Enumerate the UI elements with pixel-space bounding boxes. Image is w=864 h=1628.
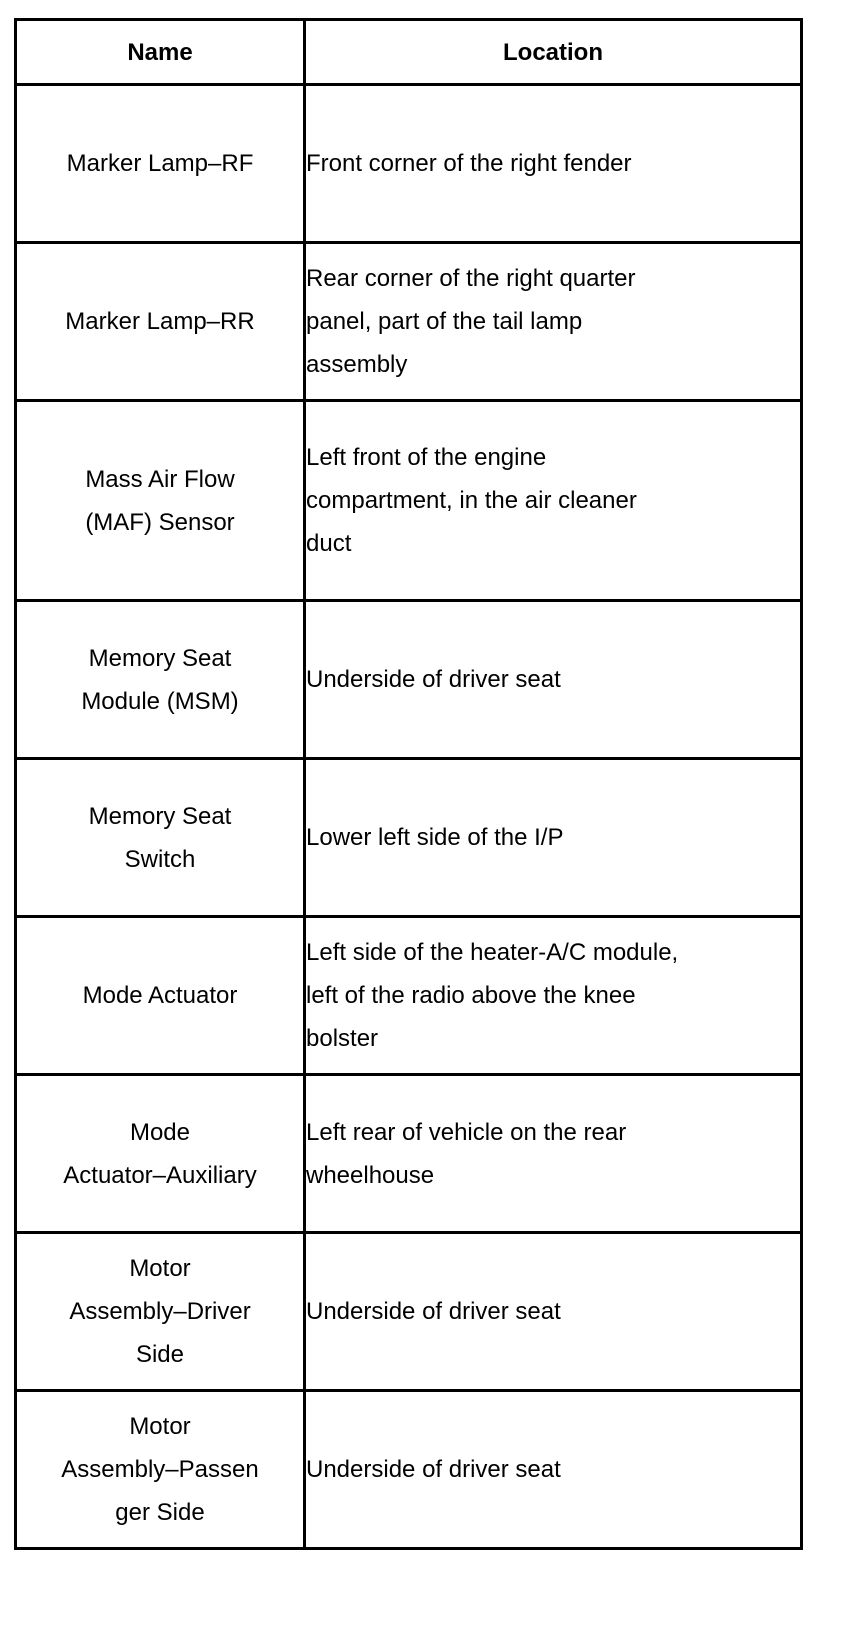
name-line: ger Side: [115, 1499, 205, 1526]
location-line: Left side of the heater-A/C module,: [306, 939, 679, 966]
cell-name: [16, 759, 305, 917]
table-row: [16, 1233, 802, 1391]
table-row: [16, 1391, 802, 1549]
name-line: (MAF) Sensor: [85, 508, 235, 536]
location-line: Underside of driver seat: [306, 1298, 561, 1325]
location-line: Underside of driver seat: [306, 1456, 561, 1483]
name-line: Switch: [124, 845, 196, 873]
location-line: Lower left side of the I/P: [306, 824, 564, 851]
cell-name: [16, 243, 305, 401]
cell-name: [16, 917, 305, 1075]
name-line: Assembly–Driver: [69, 1298, 251, 1325]
table-row: [16, 601, 802, 759]
name-line: Marker Lamp–RF: [66, 150, 254, 177]
name-line: Assembly–Passen: [61, 1456, 259, 1483]
location-line: Front corner of the right fender: [306, 150, 632, 177]
name-line: Memory Seat: [88, 644, 232, 672]
table-row: [16, 1075, 802, 1233]
cell-name: [16, 1075, 305, 1233]
cell-name: [16, 85, 305, 243]
name-line: Side: [135, 1341, 185, 1368]
cell-location: [305, 759, 802, 917]
table-header-row: [16, 20, 802, 85]
name-line: Memory Seat: [88, 802, 232, 830]
location-line: Left front of the engine: [306, 444, 547, 471]
cell-location: [305, 601, 802, 759]
location-line: bolster: [306, 1025, 379, 1052]
cell-name: [16, 601, 305, 759]
location-line: duct: [306, 530, 352, 557]
location-line: wheelhouse: [306, 1161, 435, 1189]
cell-location: [305, 85, 802, 243]
cell-name: [16, 401, 305, 601]
table-row: [16, 85, 802, 243]
cell-location: [305, 1391, 802, 1549]
location-line: Underside of driver seat: [306, 666, 561, 693]
location-line: assembly: [306, 351, 408, 378]
cell-location: [305, 917, 802, 1075]
location-line: panel, part of the tail lamp: [306, 308, 583, 335]
location-line: left of the radio above the knee: [306, 982, 636, 1009]
name-line: Module (MSM): [81, 687, 239, 715]
location-line: compartment, in the air cleaner: [306, 487, 637, 514]
cell-location: [305, 243, 802, 401]
name-line: Motor: [129, 1413, 191, 1440]
table-row: [16, 759, 802, 917]
component-location-table: [14, 18, 803, 1550]
cell-location: [305, 1075, 802, 1233]
name-line: Mode Actuator: [82, 982, 238, 1009]
table-row: [16, 243, 802, 401]
header-location: Location: [305, 20, 802, 85]
cell-name: [16, 1233, 305, 1391]
name-line: Marker Lamp–RR: [65, 308, 255, 335]
name-line: Mode: [129, 1118, 191, 1146]
cell-location: [305, 401, 802, 601]
name-line: Actuator–Auxiliary: [63, 1161, 257, 1189]
location-line: Left rear of vehicle on the rear: [306, 1118, 627, 1146]
name-line: Mass Air Flow: [85, 465, 235, 493]
location-line: Rear corner of the right quarter: [306, 265, 636, 292]
header-name: Name: [16, 20, 305, 85]
name-line: Motor: [129, 1255, 191, 1282]
table-row: [16, 401, 802, 601]
table-row: [16, 917, 802, 1075]
cell-name: [16, 1391, 305, 1549]
cell-location: [305, 1233, 802, 1391]
